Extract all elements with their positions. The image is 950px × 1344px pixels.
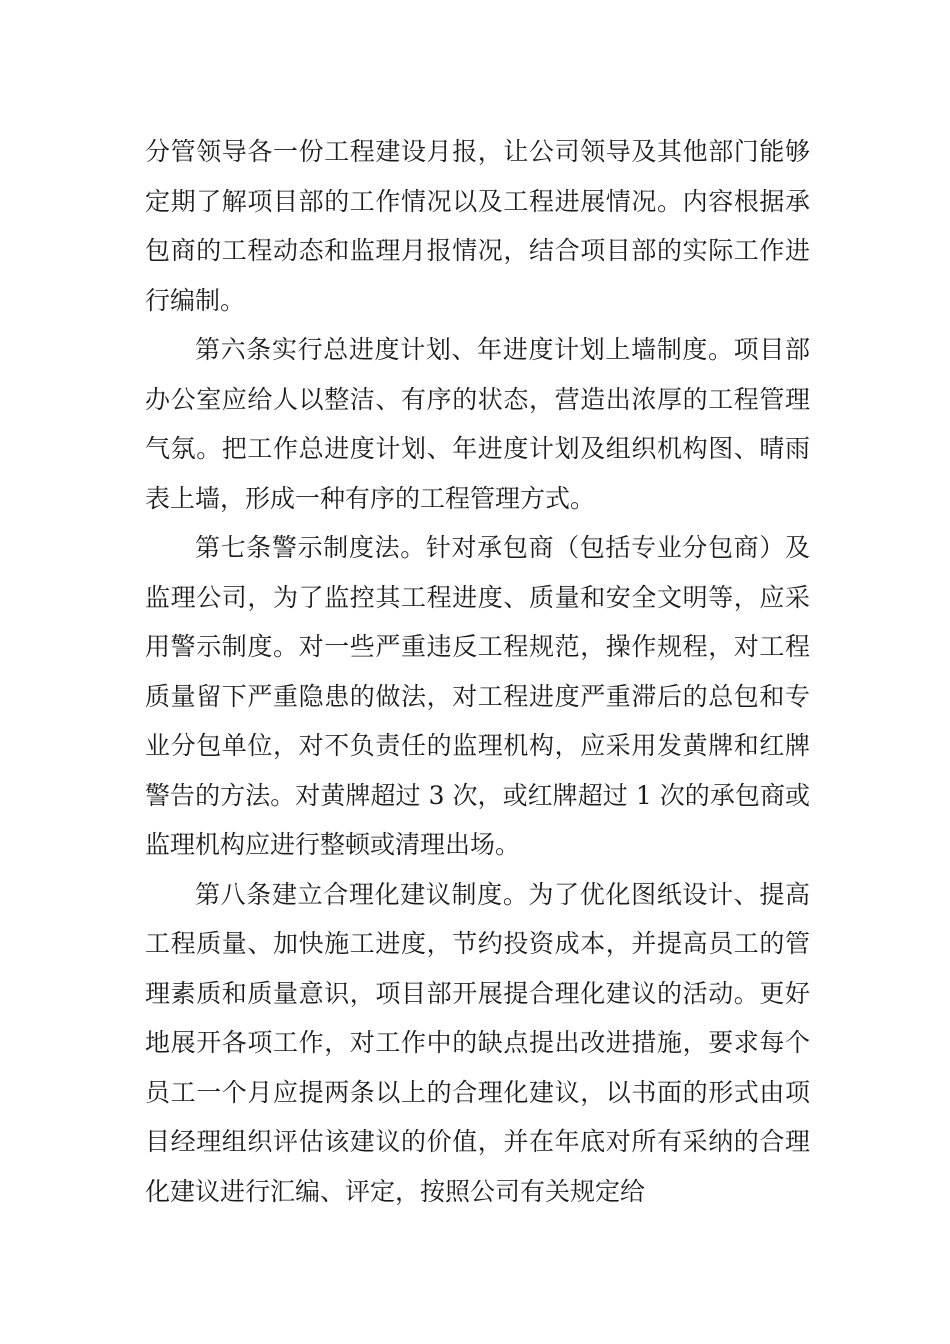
document-body	[145, 127, 810, 1216]
paragraph-4: 第八条建立合理化建议制度。为了优化图纸设计、提高工程质量、加快施工进度，节约投资成本，并提高员工的管理素质和质量意识，项目部开展提合理化建议的活动。更好地展开各项工作，对工作中的缺点提出改进措施，要求每个员工一个月应提两条以上的合理化建议，以书面的形式由项目经理组织评估该建议的价值，并在年底对所有采纳的合理化建议进行汇编、评定，按照公司有关规定给	[145, 879, 810, 1206]
paragraph-2: 第六条实行总进度计划、年进度计划上墙制度。项目部办公室应给人以整洁、有序的状态，营造出浓厚的工程管理气氛。把工作总进度计划、年进度计划及组织机构图、晴雨表上墙，形成一种有序的工程管理方式。	[145, 335, 810, 513]
paragraph-3: 第七条警示制度法。针对承包商（包括专业分包商）及监理公司，为了监控其工程进度、质量和安全文明等，应采用警示制度。对一些严重违反工程规范，操作规程，对工程质量留下严重隐患的做法，对工程进度严重滞后的总包和专业分包单位，对不负责任的监理机构，应采用发黄牌和红牌警告的方法。对黄牌超过 3 次，或红牌超过 1 次的承包商或监理机构应进行整顿或清理出场。	[145, 533, 810, 859]
paragraph-1: 分管领导各一份工程建设月报，让公司领导及其他部门能够定期了解项目部的工作情况以及工程进展情况。内容根据承包商的工程动态和监理月报情况，结合项目部的实际工作进行编制。	[145, 137, 810, 315]
